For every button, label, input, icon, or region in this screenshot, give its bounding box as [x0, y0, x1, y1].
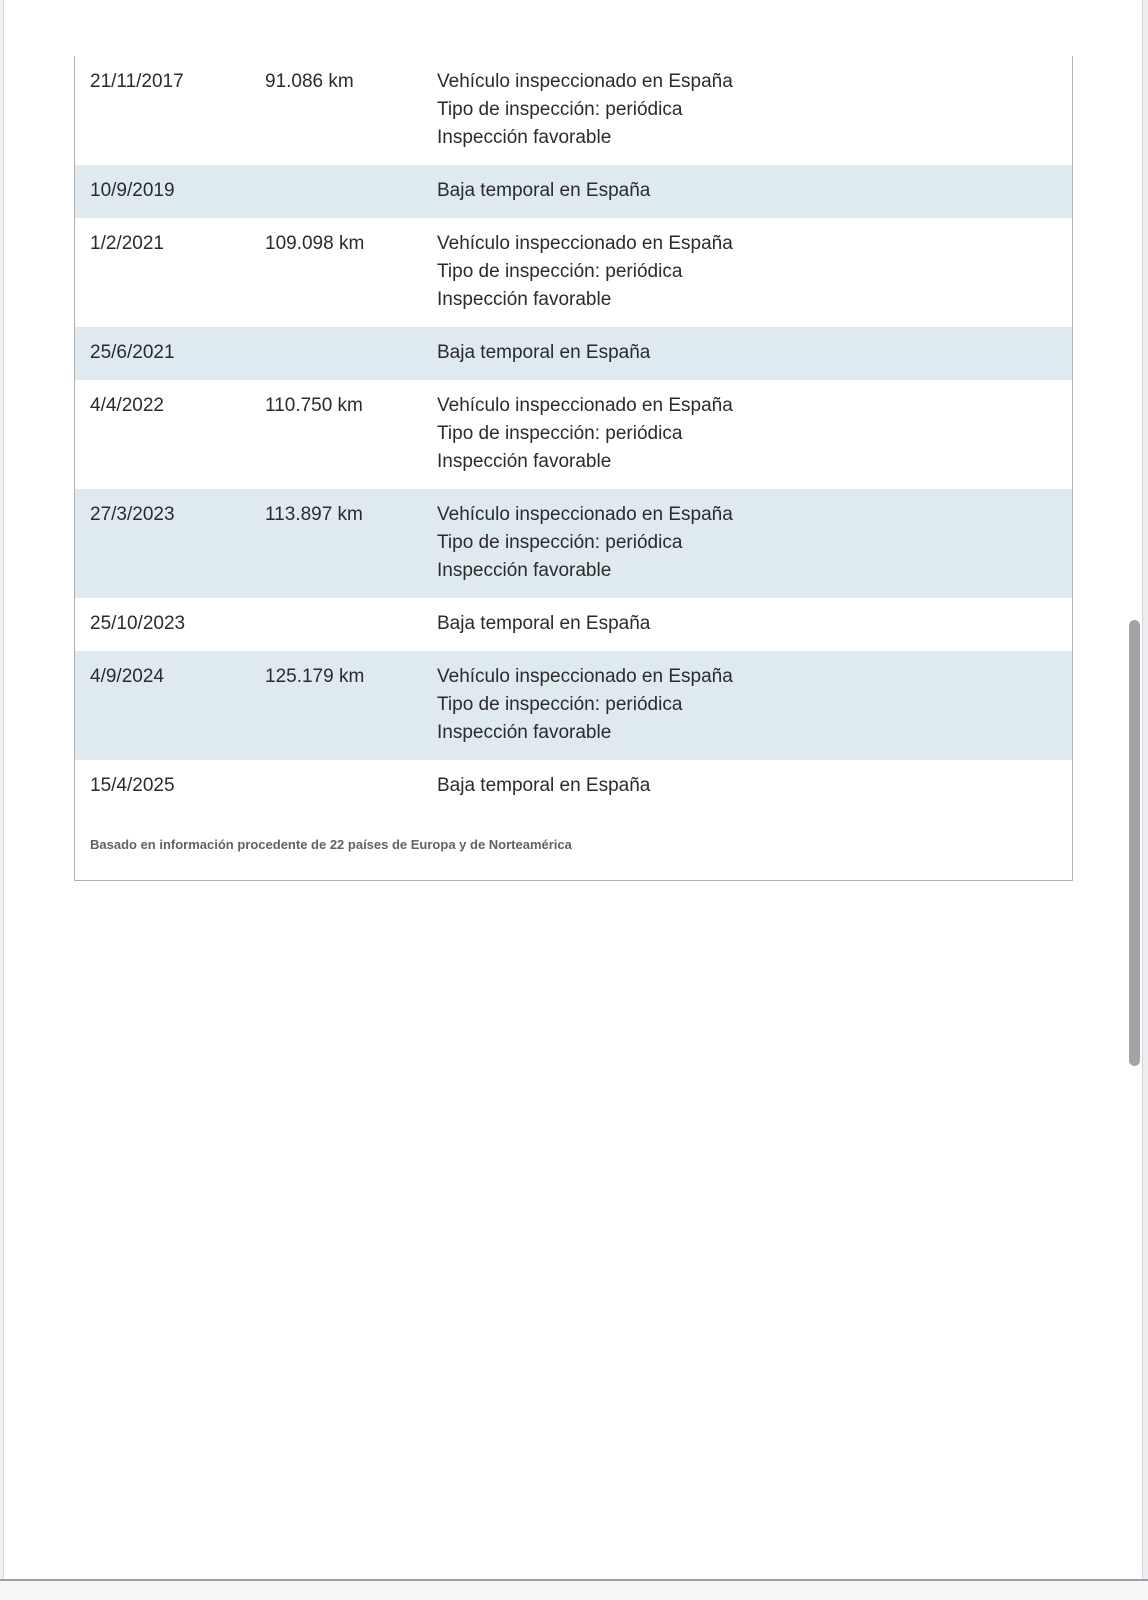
history-rows: [75, 56, 1072, 813]
record-description-line: Vehículo inspeccionado en España: [437, 395, 733, 416]
record-description-line: Tipo de inspección: periódica: [437, 261, 683, 282]
record-date: 4/9/2024: [90, 666, 164, 687]
record-description-line: Baja temporal en España: [437, 180, 651, 201]
record-description-line: Tipo de inspección: periódica: [437, 99, 683, 120]
record-description: [437, 610, 1072, 638]
left-page-edge: [0, 0, 4, 1580]
record-description-line: Inspección favorable: [437, 560, 612, 581]
table-row: [75, 598, 1072, 651]
table-row: [75, 760, 1072, 813]
table-row: [75, 56, 1072, 165]
right-page-edge: [1142, 0, 1148, 1580]
record-date: 27/3/2023: [90, 504, 175, 525]
table-row: [75, 327, 1072, 380]
record-description: [437, 68, 1072, 152]
scrollbar-thumb[interactable]: [1129, 620, 1140, 1066]
record-mileage: 110.750 km: [265, 395, 363, 416]
record-description-line: Inspección favorable: [437, 127, 612, 148]
record-date: 15/4/2025: [90, 775, 175, 796]
vehicle-history-table: [74, 56, 1073, 881]
record-description: [437, 392, 1072, 476]
record-mileage: 91.086 km: [265, 71, 354, 92]
table-row: [75, 489, 1072, 598]
record-description: [437, 230, 1072, 314]
record-description: [437, 501, 1072, 585]
record-description-line: Inspección favorable: [437, 451, 612, 472]
record-date: 25/6/2021: [90, 342, 175, 363]
table-row: [75, 165, 1072, 218]
record-description-line: Baja temporal en España: [437, 775, 651, 796]
record-description-line: Tipo de inspección: periódica: [437, 694, 683, 715]
record-mileage: 109.098 km: [265, 233, 365, 254]
record-description-line: Inspección favorable: [437, 722, 612, 743]
table-row: [75, 651, 1072, 760]
record-date: 4/4/2022: [90, 395, 164, 416]
record-description: [437, 177, 1072, 205]
record-description-line: Baja temporal en España: [437, 613, 651, 634]
record-date: 1/2/2021: [90, 233, 164, 254]
record-description: [437, 772, 1072, 800]
record-description: [437, 663, 1072, 747]
table-row: [75, 380, 1072, 489]
record-description-line: Vehículo inspeccionado en España: [437, 233, 733, 254]
record-description: [437, 339, 1072, 367]
record-description-line: Inspección favorable: [437, 289, 612, 310]
record-description-line: Vehículo inspeccionado en España: [437, 504, 733, 525]
record-date: 10/9/2019: [90, 180, 175, 201]
record-description-line: Tipo de inspección: periódica: [437, 423, 683, 444]
bottom-page-edge: [0, 1579, 1148, 1600]
record-description-line: Vehículo inspeccionado en España: [437, 71, 733, 92]
record-date: 25/10/2023: [90, 613, 186, 634]
record-description-line: Baja temporal en España: [437, 342, 651, 363]
record-mileage: 125.179 km: [265, 666, 365, 687]
record-date: 21/11/2017: [90, 71, 184, 92]
table-row: [75, 218, 1072, 327]
source-footnote: Basado en información procedente de 22 países de Europa y de Norteamérica: [90, 837, 572, 852]
record-description-line: Vehículo inspeccionado en España: [437, 666, 733, 687]
record-description-line: Tipo de inspección: periódica: [437, 532, 683, 553]
record-mileage: 113.897 km: [265, 504, 363, 525]
